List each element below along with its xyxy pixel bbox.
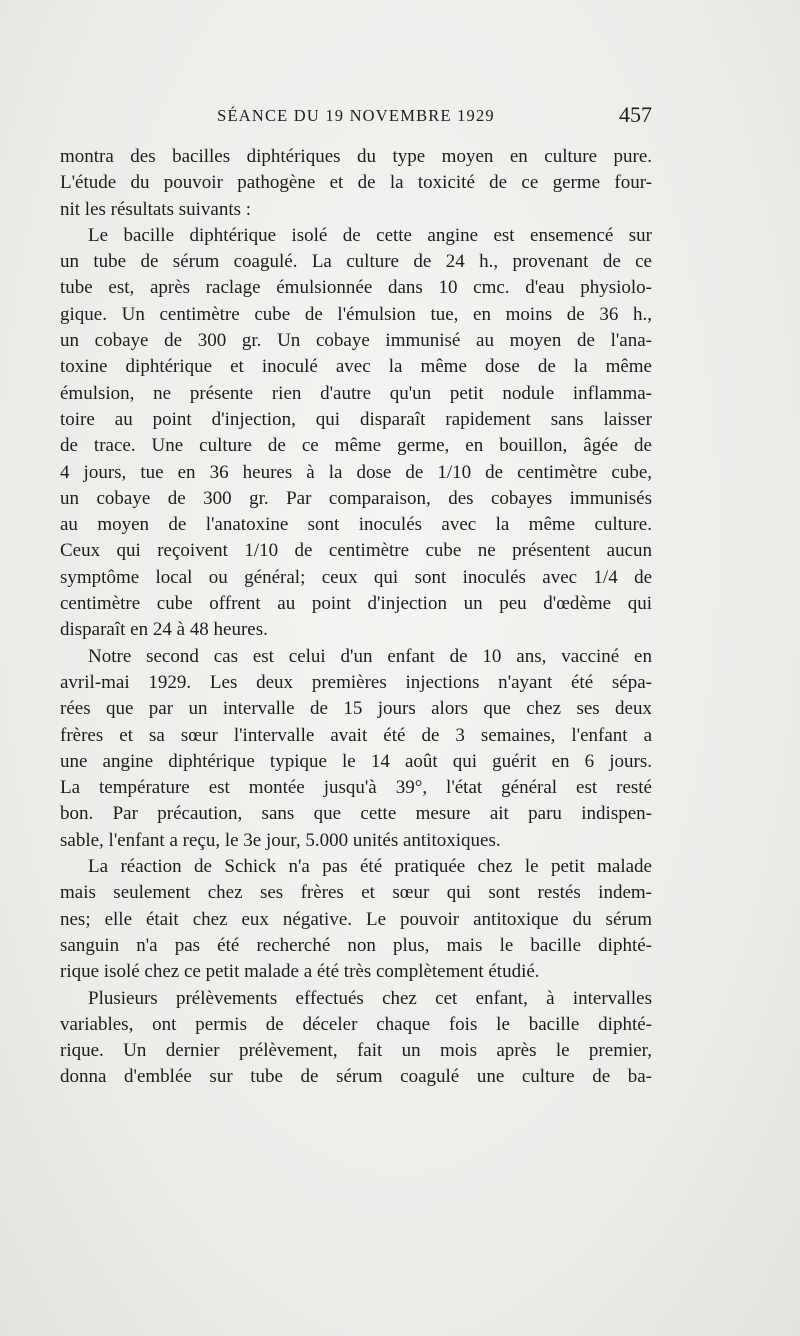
body-text bbox=[60, 144, 652, 1091]
text-line: nes; elle était chez eux négative. Le pouvoir antitoxique du sérum bbox=[60, 908, 652, 930]
text-line: toxine diphtérique et inoculé avec la même dose de la même bbox=[60, 356, 652, 378]
text-line: une angine diphtérique typique le 14 août qui guérit en 6 jours. bbox=[60, 750, 652, 772]
text-line: frères et sa sœur l'intervalle avait été de 3 semaines, l'enfant a bbox=[60, 724, 652, 746]
page-header bbox=[60, 102, 652, 132]
text-line: rées que par un intervalle de 15 jours alors que chez ses deux bbox=[60, 698, 652, 720]
text-line: mais seulement chez ses frères et sœur qui sont restés indem- bbox=[60, 882, 652, 904]
text-line: La température est montée jusqu'à 39°, l'état général est resté bbox=[60, 777, 652, 799]
text-line: La réaction de Schick n'a pas été pratiquée chez le petit malade bbox=[88, 856, 652, 878]
text-line: sable, l'enfant a reçu, le 3e jour, 5.000 unités antitoxiques. bbox=[60, 829, 501, 851]
text-line: avril-mai 1929. Les deux premières injections n'ayant été sépa- bbox=[60, 671, 652, 693]
text-line: Le bacille diphtérique isolé de cette angine est ensemencé sur bbox=[88, 224, 652, 246]
text-line: sanguin n'a pas été recherché non plus, mais le bacille diphté- bbox=[60, 934, 652, 956]
text-line: montra des bacilles diphtériques du type moyen en culture pure. bbox=[60, 146, 652, 167]
text-line: toire au point d'injection, qui disparaît rapidement sans laisser bbox=[60, 408, 652, 430]
text-line: un tube de sérum coagulé. La culture de 24 h., provenant de ce bbox=[60, 251, 652, 273]
text-line: rique isolé chez ce petit malade a été très complètement étudié. bbox=[60, 961, 540, 983]
text-line: émulsion, ne présente rien d'autre qu'un petit nodule inflamma- bbox=[60, 382, 652, 404]
text-line: disparaît en 24 à 48 heures. bbox=[60, 619, 268, 641]
text-line: un cobaye de 300 gr. Par comparaison, des cobayes immunisés bbox=[60, 487, 652, 509]
running-head: SÉANCE DU 19 NOVEMBRE 1929 bbox=[217, 106, 495, 125]
text-line: de trace. Une culture de ce même germe, en bouillon, âgée de bbox=[60, 435, 652, 457]
text-line: nit les résultats suivants : bbox=[60, 198, 252, 220]
text-line: symptôme local ou général; ceux qui sont inoculés avec 1/4 de bbox=[60, 566, 652, 588]
text-line: donna d'emblée sur tube de sérum coagulé une culture de ba- bbox=[60, 1066, 652, 1088]
text-line: 4 jours, tue en 36 heures à la dose de 1/10 de centimètre cube, bbox=[60, 461, 652, 483]
text-line: tube est, après raclage émulsionnée dans 10 cmc. d'eau physiolo- bbox=[60, 277, 652, 299]
text-line: un cobaye de 300 gr. Un cobaye immunisé au moyen de l'ana- bbox=[60, 330, 652, 352]
text-line: variables, ont permis de déceler chaque fois le bacille diphté- bbox=[60, 1013, 652, 1035]
text-line: rique. Un dernier prélèvement, fait un mois après le premier, bbox=[60, 1040, 652, 1062]
text-line: Ceux qui reçoivent 1/10 de centimètre cube ne présentent aucun bbox=[60, 540, 652, 562]
text-line: L'étude du pouvoir pathogène et de la toxicité de ce germe four- bbox=[60, 172, 652, 194]
text-line: bon. Par précaution, sans que cette mesure ait paru indispen- bbox=[60, 803, 652, 825]
text-line: Plusieurs prélèvements effectués chez cet enfant, à intervalles bbox=[88, 987, 652, 1009]
page-number: 457 bbox=[619, 102, 652, 127]
text-line: centimètre cube offrent au point d'injection un peu d'œdème qui bbox=[60, 593, 652, 615]
text-line: au moyen de l'anatoxine sont inoculés avec la même culture. bbox=[60, 514, 652, 536]
text-line: gique. Un centimètre cube de l'émulsion tue, en moins de 36 h., bbox=[60, 303, 652, 325]
text-line: Notre second cas est celui d'un enfant de 10 ans, vacciné en bbox=[88, 645, 652, 667]
